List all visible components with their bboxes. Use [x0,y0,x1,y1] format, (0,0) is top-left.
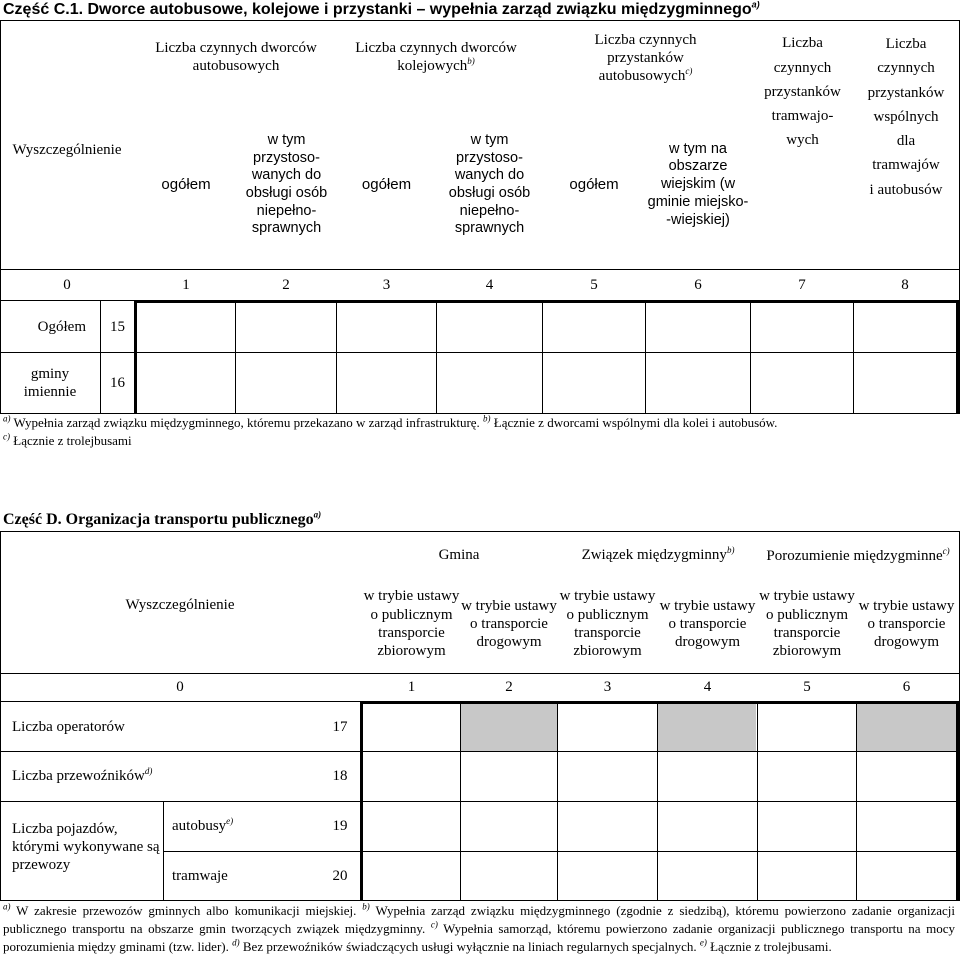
row-label-municipalities: gminy imiennie [23,365,77,400]
part-c-footnotes: $^{a)}$ Wypełnia zarząd związku międzygminnego, któremu przekazano w zarząd infrastrukturę. $^{b)}$ Łącznie z dworcami wspólnymi dla kolei i autobusów. $^{c)}$ Łącznie z trolejbusami [3,413,778,448]
column-number: 6 [902,679,911,696]
d-header-gmina: Gmina [438,546,480,563]
header-rail-stations-adapted: w tym przystoso-wanych do obsługi osób niepełno-sprawnych [448,131,531,237]
column-number: 6 [694,276,702,293]
part-d-footnotes: $^{a)}$ W zakresie przewozów gminnych albo komunikacji miejskiej. $^{b)}$ Wypełnia zarząd związku międzygminnego (zgodnie z siedzibą), któremu powierzono zadanie organizacji publicznego transportu na obszarze gmin tworzących związek międzygminny. $^{c)}$ Wypełnia samorząd, któremu powierzono zadanie organizacji publicznego transportu na mocy porozumienia między gminami (tzw. lider). $^{d)}$ Bez przewoźników świadczących usługi wyłącznie na liniach regularnych specjalnych. $^{e)}$ Łącznie z trolejbusami. [3,901,956,954]
column-number: 5 [590,276,598,293]
column-number: 3 [603,679,612,696]
data-cell[interactable] [437,303,542,352]
row-number-total: 15 [110,319,125,336]
column-number: 7 [798,276,806,293]
data-cell[interactable] [854,303,956,352]
row-number-municipalities: 16 [110,374,125,391]
d-header-gmina-road: w trybie ustawy o transporcie drogowym [461,597,557,651]
row-number-carriers: 18 [332,768,348,785]
data-cell[interactable] [543,303,645,352]
column-number: 2 [505,679,513,696]
header-bus-stations-adapted: w tym przystoso-wanych do obsługi osób niepełno-sprawnych [245,131,328,237]
shaded-cell [461,704,557,751]
header-bus-stations-total: ogółem [161,175,211,193]
row-label-carriers: Liczba przewoźników$^{d)}$ [12,766,153,785]
row-label-trams: tramwaje [172,867,228,884]
data-cell[interactable] [236,303,336,352]
column-number: 1 [182,276,190,293]
column-number: 5 [803,679,811,696]
header-bus-stations: Liczba czynnych dworców autobusowych [155,39,317,74]
d-header-union-collective: w trybie ustawy o publicznym transporcie zbiorowym [559,588,656,660]
d-header-agreement: Porozumienie międzygminne$^{c)}$ [766,545,950,564]
d-header-union: Związek międzygminny$^{b)}$ [581,544,735,563]
row-label-total: Ogółem [37,319,86,336]
d-header-row-label: Wyszczególnienie [125,596,235,613]
column-number: 2 [282,276,290,293]
d-header-gmina-collective: w trybie ustawy o publicznym transporcie zbiorowym [363,588,460,660]
row-number-buses: 19 [332,818,348,835]
header-row-label: Wyszczególnienie [12,141,122,158]
d-header-union-road: w trybie ustawy o transporcie drogowym [659,597,756,651]
header-rail-stations: Liczba czynnych dworców kolejowych$^{b)}$ [355,39,517,74]
header-bus-stops-rural: w tym na obszarze wiejskim (w gminie miejsko--wiejskiej) [647,140,749,228]
d-header-agreement-collective: w trybie ustawy o publicznym transporcie zbiorowym [759,588,855,660]
row-number-operators: 17 [332,719,348,736]
header-shared-stops: Liczba czynnych przystanków wspólnych dla tramwajów i autobusów [867,35,945,198]
column-number: 3 [382,276,391,293]
shaded-cell [658,704,756,751]
shaded-cell [857,704,956,751]
d-header-agreement-road: w trybie ustawy o transporcie drogowym [858,597,955,651]
part-c-title: Część C.1. Dworce autobusowe, kolejowe i przystanki – wypełnia zarząd związku międzygminnego$^{a)}$ [3,0,760,18]
data-cell[interactable] [751,303,853,352]
column-number: 1 [407,679,416,696]
data-cell[interactable] [558,704,657,751]
header-rail-stations-total: ogółem [361,175,412,193]
header-tram-stops: Liczba czynnych przystanków tramwajo- wych [764,35,841,149]
column-number: 4 [703,679,712,696]
data-cell[interactable] [337,303,436,352]
data-cell[interactable] [758,704,856,751]
row-label-buses: autobusy$^{e)}$ [172,816,234,835]
header-bus-stops: Liczba czynnych przystanków autobusowych$^{c)}$ [594,31,697,85]
column-number: 0 [176,679,184,696]
row-number-trams: 20 [332,867,348,884]
column-number: 8 [901,276,909,293]
header-bus-stops-total: ogółem [569,175,619,193]
data-cell[interactable] [363,704,460,751]
column-number: 0 [63,276,71,293]
data-cell[interactable] [137,303,235,352]
data-cell[interactable] [646,303,750,352]
part-d-title: Część D. Organizacja transportu publicznego$^{a)}$ [3,509,322,528]
row-label-vehicles: Liczba pojazdów, którymi wykonywane są przewozy [12,820,160,874]
column-number: 4 [485,276,494,293]
row-label-operators: Liczba operatorów [12,719,125,736]
